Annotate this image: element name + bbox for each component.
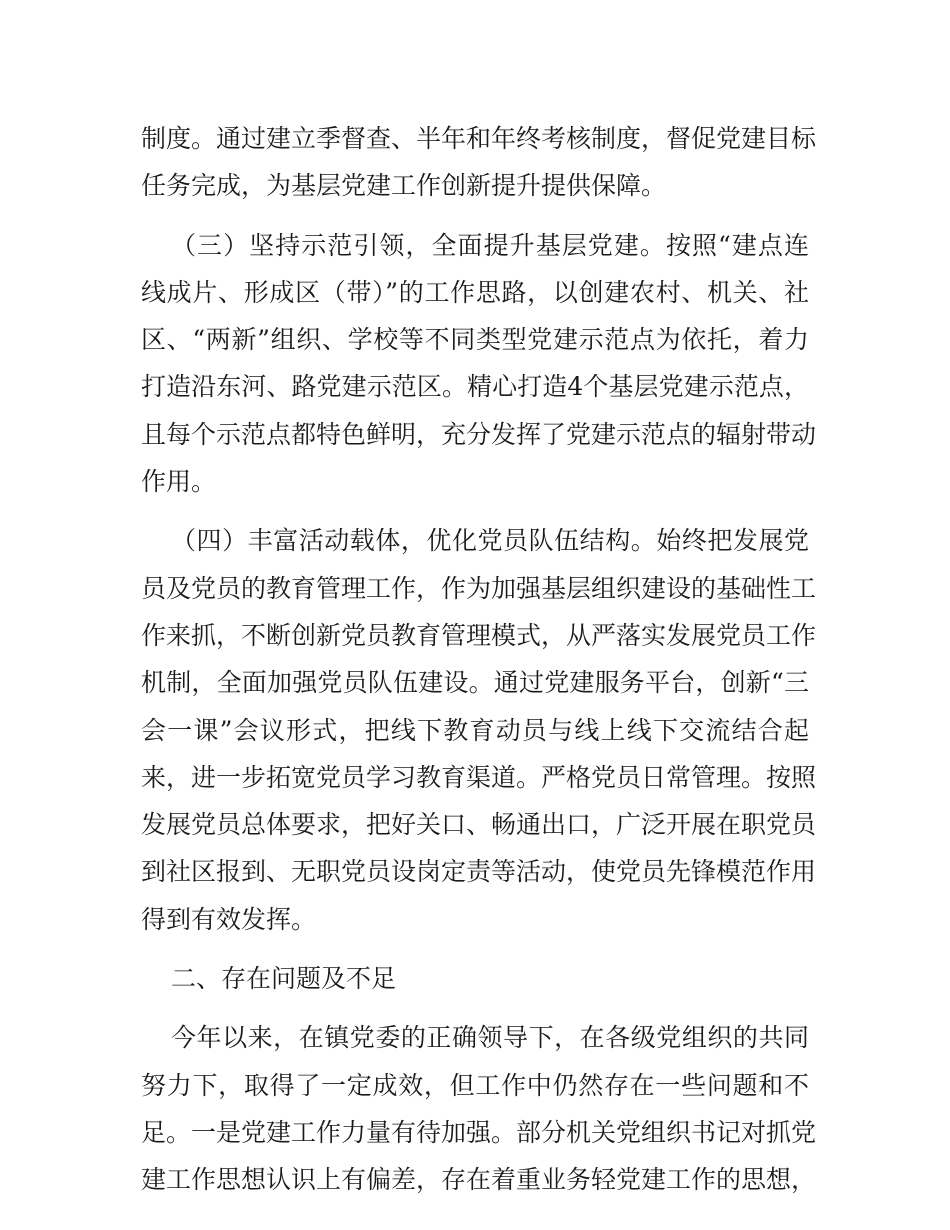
text-line: 作用。 [141, 467, 217, 497]
text-line: 今年以来，在镇党委的正确领导下，在各级党组织的共同 [171, 1023, 809, 1053]
text-line: （三）坚持示范引领，全面提升基层党建。按照“建点连 [171, 230, 809, 260]
text-line: 任务完成，为基层党建工作创新提升提供保障。 [141, 171, 667, 201]
text-line: 发展党员总体要求，把好关口、畅通出口，广泛开展在职党员 [141, 810, 817, 840]
document-body [141, 115, 817, 1204]
text-line: 努力下，取得了一定成效，但工作中仍然存在一些问题和不 [141, 1070, 809, 1100]
section-heading-text: 二、存在问题及不足 [171, 964, 397, 994]
text-line: 作来抓，不断创新党员教育管理模式，从严落实发展党员工作 [141, 620, 817, 650]
paragraph [141, 1014, 817, 1203]
text-line: 员及党员的教育管理工作，作为加强基层组织建设的基础性工 [141, 573, 817, 603]
text-line: 足。一是党建工作力量有待加强。部分机关党组织书记对抓党 [141, 1117, 817, 1147]
section-heading [141, 955, 809, 1002]
text-line: 制度。通过建立季督查、半年和年终考核制度，督促党建目标 [141, 124, 817, 153]
paragraph [141, 115, 817, 210]
text-line: 机制，全面加强党员队伍建设。通过党建服务平台，创新“三 [141, 668, 809, 698]
text-line: 会一课”会议形式，把线下教育动员与线上线下交流结合起 [141, 715, 809, 745]
paragraph [141, 517, 817, 943]
text-line: 线成片、形成区（带）”的工作思路，以创建农村、机关、社 [141, 277, 809, 307]
text-line: 打造沿东河、路党建示范区。精心打造4个基层党建示范点， [141, 372, 809, 402]
text-line: 来，进一步拓宽党员学习教育渠道。严格党员日常管理。按照 [141, 762, 817, 792]
paragraph [141, 222, 817, 506]
text-line: 区、“两新”组织、学校等不同类型党建示范点为依托，着力 [141, 325, 809, 355]
text-line: （四）丰富活动载体，优化党员队伍结构。始终把发展党 [171, 526, 809, 556]
text-line: 建工作思想认识上有偏差，存在着重业务轻党建工作的思想， [141, 1165, 817, 1195]
text-line: 到社区报到、无职党员设岗定责等活动，使党员先锋模范作用 [141, 857, 817, 887]
text-line: 且每个示范点都特色鲜明，充分发挥了党建示范点的辐射带动 [141, 419, 817, 449]
text-line: 得到有效发挥。 [141, 904, 317, 934]
